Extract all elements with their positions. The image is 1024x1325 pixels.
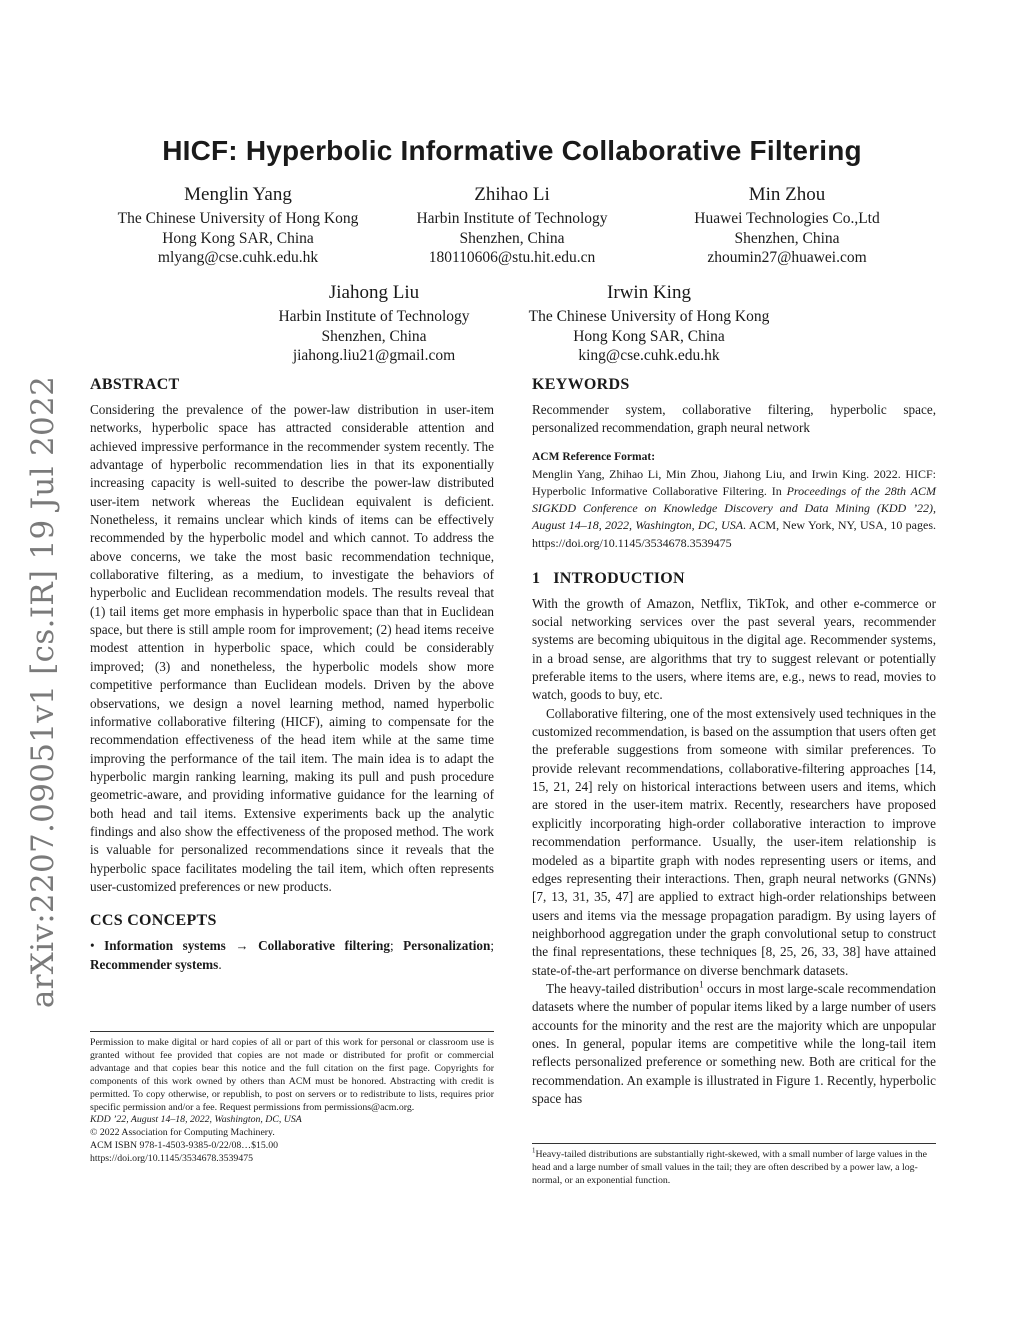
intro-paragraph: The heavy-tailed distribution$^1$ occurs in most large-scale recommendation datasets where the number of popular items liked by a large number of users accounts for the minority and the rest are the majority which are unpopular ones. In general, popular items are competitive while the long-tail item reflects personalized preference or something new. Both are critical for the recommendation. An example is illustrated in Figure 1. Recently, hyperbolic space has [532, 979, 937, 1106]
author-email: king@cse.cuhk.edu.hk [578, 347, 720, 364]
author-block [499, 281, 799, 366]
abstract-heading: ABSTRACT [90, 376, 180, 393]
author-email: jiahong.liu21@gmail.com [292, 347, 456, 364]
author-block [224, 281, 524, 366]
author-affiliation: Harbin Institute of Technology [278, 308, 470, 325]
author-affiliation: The Chinese University of Hong Kong [117, 210, 359, 227]
keywords-text: Recommender system, collaborative filtering, hyperbolic space, personalized recommendation, graph neural network [532, 402, 936, 436]
author-email: mlyang@cse.cuhk.edu.hk [157, 249, 319, 266]
author-email: zhoumin27@huawei.com [707, 249, 867, 266]
introduction-heading: 1 INTRODUCTION [532, 569, 685, 587]
permission-notice [90, 1031, 494, 1166]
author-affiliation: The Chinese University of Hong Kong [528, 308, 770, 325]
intro-paragraph: With the growth of Amazon, Netflix, TikTok, and other e-commerce or social networking services over the past several years, recommender systems are becoming ubiquitous in the digital age. Recommender systems, in a broad sense, are algorithms that try to suggest relevant or potentially preferable items to the users, where items are, e.g., news to read, movies to watch, goods to buy, etc. [532, 595, 936, 703]
author-location: Shenzhen, China [734, 229, 840, 247]
ccs-concepts: • Information systems → Collaborative filtering; Personalization; Recommender systems. [90, 938, 495, 972]
author-block [88, 183, 388, 268]
author-name: Min Zhou [748, 184, 826, 205]
left-column [90, 374, 494, 974]
intro-paragraph: Collaborative filtering, one of the most extensively used techniques in the customized recommendation, is based on the assumption that users often get the preferable suggestions from someone with similar preferences. To provide relevant recommendations, collaborative-filtering approaches [14, 15, 21, 24] rely on historical interactions between users and items, which are stored in the user-item matrix. Recently, researchers have proposed explicitly incorporating high-order collaborative interaction to improve recommendation performance. Usually, the user-item relationship is modeled as a bipartite graph with nodes representing users or items, and edges representing their interactions. Then, graph neural networks (GNNs) [7, 13, 31, 35, 47] are applied to extract high-order relationships between users and items via the message propagation paradigm. By using layers of neighborhood aggregation under the graph convolutional setup to construct the final representations, these techniques [8, 25, 26, 33, 38] have attained state-of-the-art performance on diverse benchmark datasets. [532, 705, 936, 978]
author-location: Hong Kong SAR, China [162, 229, 314, 247]
author-location: Shenzhen, China [459, 229, 565, 247]
keywords-heading: KEYWORDS [532, 376, 630, 393]
author-block [637, 183, 937, 268]
abstract-text: Considering the prevalence of the power-law distribution in user-item networks, hyperbolic space has attracted considerable attention and achieved impressive performance in the recommender system recently. The advantage of hyperbolic recommendation lies in that its exponentially increasing capacity is well-suited to describe the power-law distributed user-item network whereas the Euclidean equivalent is deficient. Nonetheless, it remains unclear which kinds of items can be effectively recommended by the hyperbolic model and which cannot. To address the above concerns, we take the most basic recommendation technique, collaborative filtering, as a medium, to investigate the behaviors of hyperbolic and Euclidean recommendation models. The results reveal that (1) tail items get more emphasis in hyperbolic space than that in Euclidean space, but there is still ample room for improvement; (2) head items receive modest attention in hyperbolic space, which could be considerably improved; (3) and nonetheless, the hyperbolic models show more competitive performance than Euclidean models. Driven by the above observations, we design a novel learning method, named hyperbolic informative collaborative filtering (HICF), aiming to compensate for the recommendation effectiveness of the head item while at the same time improving the performance of the tail item. The main idea is to adapt the hyperbolic margin ranking learning, making its pull and push procedure geometric-aware, and providing informative guidance for the learning of both head and tail items. Extensive experiments back up the analytic findings and also show the effectiveness of the proposed method. The work is valuable for personalized recommendations since it reveals that the hyperbolic space facilitates modeling the tail item, which often represents user-customized preferences or new products. [90, 402, 494, 894]
author-affiliation: Harbin Institute of Technology [416, 210, 608, 227]
author-name: Menglin Yang [184, 184, 292, 205]
permission-text: Permission to make digital or hard copies of all or part of this work for personal or classroom use is granted without fee provided that copies are not made or distributed for profit or commercial advantage and that copies bear this notice and the full citation on the first page. Copyrights for components of this work owned by others than ACM must be honored. Abstracting with credit is permitted. To copy otherwise, or republish, to post on servers or to redistribute to lists, requires prior specific permission and/or a fee. Request permissions from permissions@acm.org. [90, 1037, 494, 1113]
author-name: Zhihao Li [474, 184, 550, 205]
author-location: Shenzhen, China [321, 327, 427, 345]
ccs-heading: CCS CONCEPTS [90, 912, 217, 930]
author-block [362, 183, 662, 268]
conference-line: KDD ’22, August 14–18, 2022, Washington, DC, USA [90, 1114, 302, 1126]
author-name: Irwin King [607, 282, 691, 303]
arxiv-stamp: arXiv:2207.09051v1 [cs.IR] 19 Jul 2022 [25, 375, 61, 1009]
footnote: $^1$Heavy-tailed distributions are substantially right-skewed, with a small number of large values in the head and a large number of small values in the tail; they are often described by a power law, a log-normal, or an exponential function. [532, 1143, 936, 1187]
acm-reference: ACM Reference Format: Menglin Yang, Zhihao Li, Min Zhou, Jiahong Liu, and Irwin King. 2022. HICF: Hyperbolic Informative Collaborative Filtering. In Proceedings of the 28th ACM SIGKDD Conference on Knowledge Discovery and Data Mining (KDD ’22), August 14–18, 2022, Washington, DC, USA. ACM, New York, NY, USA, 10 pages. https://doi.org/10.1145/3534678.3539475 [532, 450, 937, 550]
acm-reference-heading: ACM Reference Format: [532, 450, 656, 463]
author-name: Jiahong Liu [328, 282, 420, 303]
paper-title: HICF: Hyperbolic Informative Collaborative Filtering [162, 135, 862, 166]
author-email: 180110606@stu.hit.edu.cn [428, 249, 596, 266]
author-affiliation: Huawei Technologies Co.,Ltd [694, 210, 880, 227]
copyright-line: © 2022 Association for Computing Machinery. [90, 1127, 275, 1139]
doi-line: https://doi.org/10.1145/3534678.3539475 [90, 1153, 254, 1165]
isbn-line: ACM ISBN 978-1-4503-9385-0/22/08…$15.00 [90, 1140, 279, 1152]
right-column [532, 374, 936, 1108]
author-location: Hong Kong SAR, China [573, 327, 725, 345]
